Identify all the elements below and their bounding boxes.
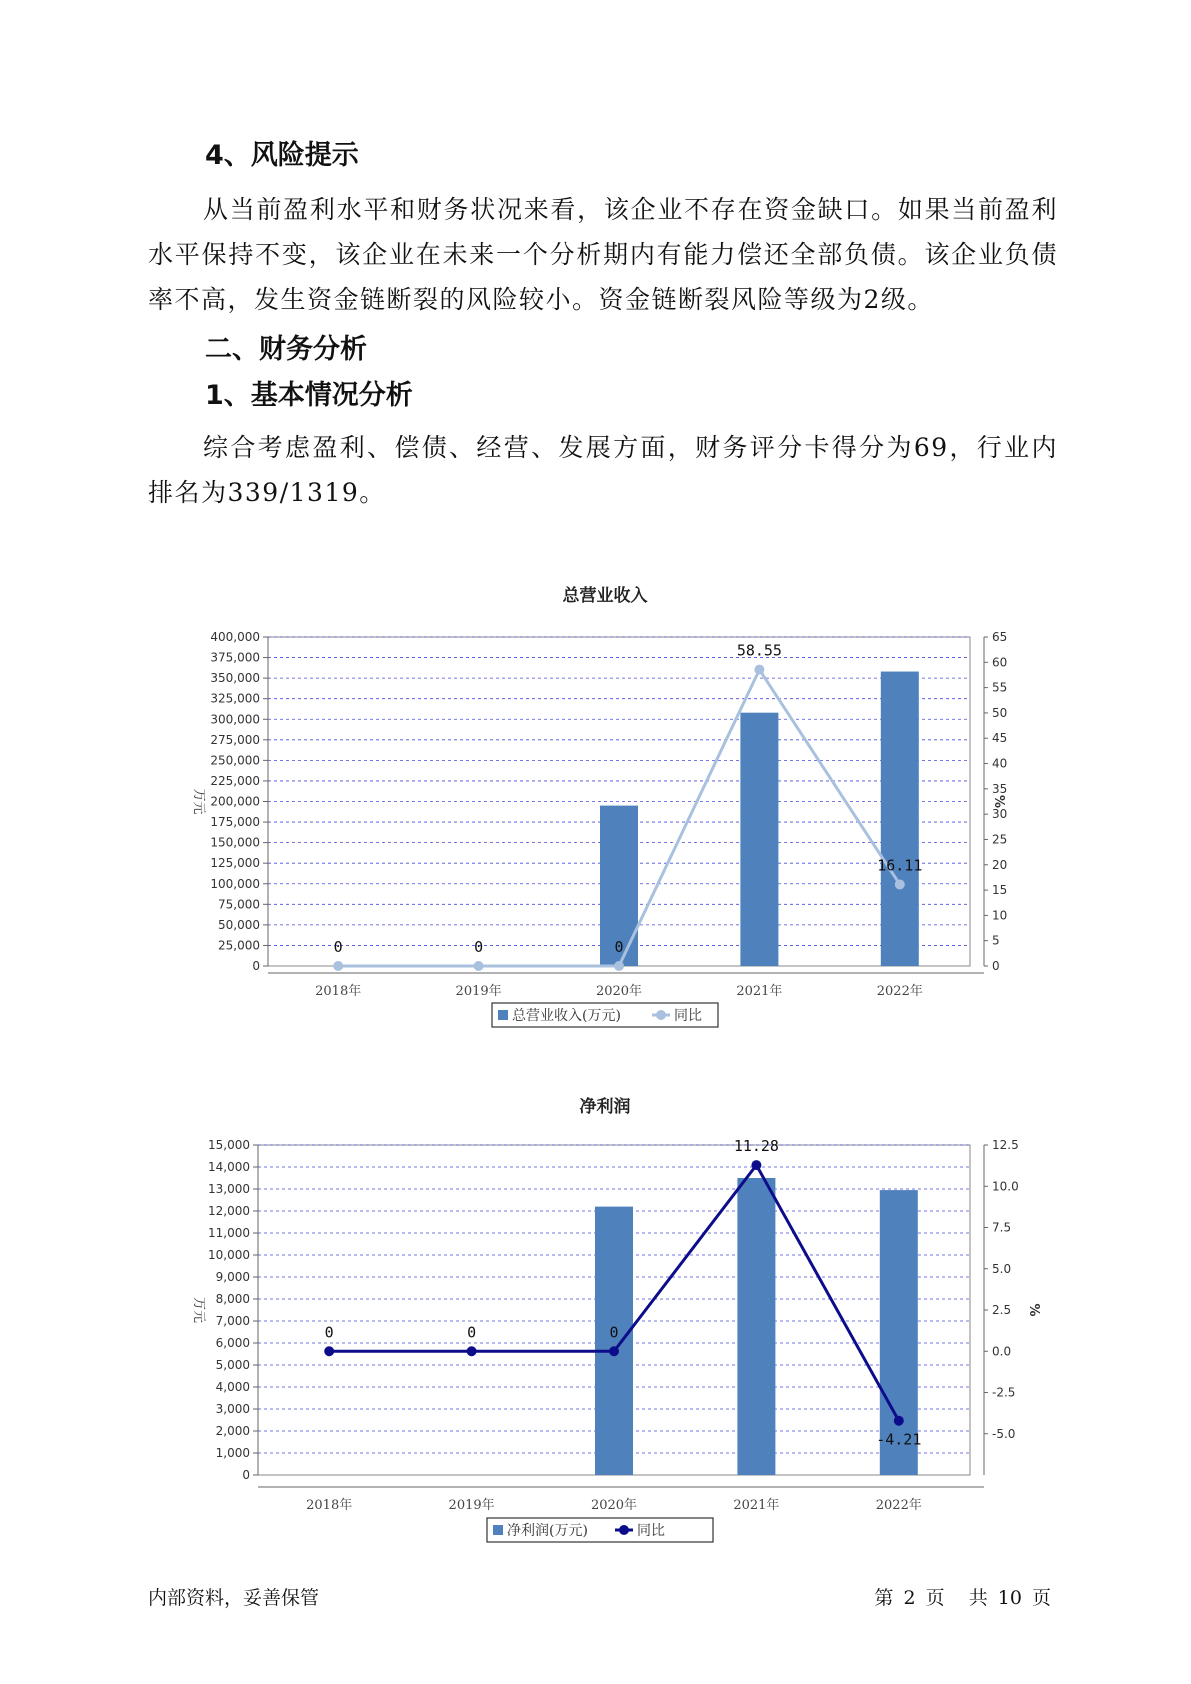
yoy-point xyxy=(895,879,905,889)
yoy-data-label: 0 xyxy=(614,938,624,956)
left-tick-label: 14,000 xyxy=(208,1160,250,1174)
right-tick-label: 10.0 xyxy=(992,1179,1019,1194)
left-tick-label: 0 xyxy=(242,1468,250,1482)
revenue-chart-svg xyxy=(0,575,1191,1040)
basic-paragraph: 综合考虑盈利、偿债、经营、发展方面，财务评分卡得分为69，行业内排名为339/1319。 xyxy=(148,433,1058,507)
right-tick-label: 10 xyxy=(992,908,1008,923)
right-tick-label: 0.0 xyxy=(992,1344,1012,1359)
left-tick-label: 1,000 xyxy=(215,1446,250,1460)
yoy-data-label: 16.11 xyxy=(877,856,923,875)
category-label: 2018年 xyxy=(315,984,362,999)
right-tick-label: 15 xyxy=(992,883,1008,898)
left-tick-label: 50,000 xyxy=(218,917,260,932)
right-tick-label: 2.5 xyxy=(992,1303,1012,1317)
category-label: 2018年 xyxy=(306,1498,353,1513)
left-tick-label: 100,000 xyxy=(210,876,260,891)
yoy-point xyxy=(614,961,624,971)
yoy-data-label: 11.28 xyxy=(733,1137,779,1156)
legend-bar-label: 净利润(万元) xyxy=(507,1523,588,1539)
left-tick-label: 200,000 xyxy=(210,794,260,809)
legend-line-label: 同比 xyxy=(637,1523,665,1539)
net-profit-chart-svg xyxy=(0,1075,1191,1545)
net-profit-chart xyxy=(0,1075,1191,1545)
right-tick-label: 55 xyxy=(992,680,1008,695)
left-tick-label: 150,000 xyxy=(210,835,260,850)
right-tick-label: 35 xyxy=(992,781,1008,796)
basic-heading: 1、基本情况分析 xyxy=(205,380,413,411)
right-tick-label: 20 xyxy=(992,857,1008,872)
legend-bar-swatch xyxy=(498,1010,508,1020)
total-label-unit: 页 xyxy=(1031,1587,1051,1609)
category-label: 2020年 xyxy=(590,1498,638,1513)
left-tick-label: 275,000 xyxy=(210,732,260,747)
left-tick-label: 250,000 xyxy=(210,753,260,768)
yoy-point xyxy=(609,1346,619,1356)
yoy-point xyxy=(754,665,764,675)
right-tick-label: 0 xyxy=(992,959,1000,973)
yoy-data-label: 0 xyxy=(333,938,343,956)
revenue-chart xyxy=(0,575,1191,1040)
finance-heading: 二、财务分析 xyxy=(205,334,367,365)
right-tick-label: 40 xyxy=(992,756,1008,771)
risk-paragraph: 从当前盈利水平和财务状况来看，该企业不存在资金缺口。如果当前盈利水平保持不变，该企业在未来一个分析期内有能力偿还全部负债。该企业负债率不高，发生资金链断裂的风险较小。资金链断裂风险等级为2级。 xyxy=(148,195,1058,314)
left-tick-label: 300,000 xyxy=(210,712,260,727)
footer-page-info xyxy=(870,1583,1051,1610)
left-tick-label: 325,000 xyxy=(210,691,260,706)
category-label: 2021年 xyxy=(733,1498,780,1513)
left-tick-label: 12,000 xyxy=(208,1204,250,1218)
yoy-data-label: -4.21 xyxy=(876,1430,922,1449)
right-tick-label: 30 xyxy=(992,807,1008,822)
right-axis-title: % xyxy=(1026,1303,1041,1317)
category-label: 2021年 xyxy=(736,984,783,999)
right-tick-label: 60 xyxy=(992,655,1008,670)
yoy-data-label: 58.55 xyxy=(736,641,782,660)
right-tick-label: 12.5 xyxy=(992,1138,1019,1152)
right-tick-label: 5 xyxy=(992,933,1000,948)
left-tick-label: 75,000 xyxy=(218,897,260,912)
legend-line-marker xyxy=(656,1010,666,1020)
left-tick-label: 125,000 xyxy=(210,856,260,871)
page-label-unit: 页 xyxy=(925,1587,945,1609)
right-tick-label: 65 xyxy=(992,630,1008,644)
yoy-point xyxy=(467,1346,477,1356)
category-label: 2022年 xyxy=(875,1498,922,1513)
yoy-data-label: 0 xyxy=(467,1323,477,1342)
left-tick-label: 9,000 xyxy=(215,1270,250,1284)
left-tick-label: 11,000 xyxy=(208,1226,250,1240)
total-label-prefix: 共 xyxy=(968,1587,988,1609)
left-tick-label: 7,000 xyxy=(215,1314,250,1328)
left-tick-label: 8,000 xyxy=(215,1292,250,1306)
yoy-point xyxy=(324,1346,334,1356)
legend-bar-swatch xyxy=(493,1525,503,1535)
left-axis-title: 万元 xyxy=(191,788,206,815)
risk-heading: 4、风险提示 xyxy=(205,140,359,171)
category-label: 2022年 xyxy=(876,984,923,999)
left-tick-label: 6,000 xyxy=(215,1336,250,1350)
yoy-point xyxy=(894,1416,904,1426)
left-tick-label: 3,000 xyxy=(215,1402,250,1416)
left-tick-label: 350,000 xyxy=(210,671,260,686)
page-number: 2 xyxy=(903,1587,916,1609)
category-label: 2019年 xyxy=(448,1498,495,1513)
total-pages: 10 xyxy=(997,1587,1022,1609)
left-tick-label: 15,000 xyxy=(208,1138,250,1152)
category-label: 2019年 xyxy=(455,984,502,999)
left-tick-label: 4,000 xyxy=(215,1380,250,1394)
left-tick-label: 2,000 xyxy=(215,1424,250,1438)
left-tick-label: 175,000 xyxy=(210,815,260,830)
right-tick-label: 25 xyxy=(992,832,1008,847)
yoy-data-label: 0 xyxy=(609,1323,619,1342)
left-tick-label: 375,000 xyxy=(210,650,260,665)
left-axis-title: 万元 xyxy=(191,1296,206,1324)
left-tick-label: 10,000 xyxy=(208,1248,250,1262)
chart-title: 净利润 xyxy=(579,1097,631,1117)
legend-line-label: 同比 xyxy=(674,1008,702,1024)
left-tick-label: 13,000 xyxy=(208,1182,250,1196)
left-tick-label: 25,000 xyxy=(218,938,260,953)
legend-line-marker xyxy=(619,1525,629,1535)
footer-confidential-note: 内部资料，妥善保管 xyxy=(148,1587,320,1609)
yoy-data-label: 0 xyxy=(474,938,484,956)
yoy-data-label: 0 xyxy=(324,1323,334,1342)
right-tick-label: 45 xyxy=(992,731,1008,746)
yoy-point xyxy=(333,961,343,971)
right-tick-label: 7.5 xyxy=(992,1220,1012,1235)
bar xyxy=(737,1178,775,1475)
legend-bar-label: 总营业收入(万元) xyxy=(512,1008,621,1024)
right-axis-title: % xyxy=(991,794,1006,809)
yoy-point xyxy=(474,961,484,971)
page-label-prefix: 第 xyxy=(874,1587,894,1609)
right-tick-label: -2.5 xyxy=(992,1385,1016,1400)
bar xyxy=(881,672,919,966)
right-tick-label: -5.0 xyxy=(992,1426,1016,1441)
left-tick-label: 0 xyxy=(252,959,260,973)
yoy-point xyxy=(751,1160,761,1170)
chart-title: 总营业收入 xyxy=(562,586,648,606)
left-tick-label: 225,000 xyxy=(210,773,260,788)
left-tick-label: 400,000 xyxy=(210,630,260,644)
bar xyxy=(740,713,778,966)
right-tick-label: 50 xyxy=(992,705,1008,720)
right-tick-label: 5.0 xyxy=(992,1261,1012,1276)
left-tick-label: 5,000 xyxy=(215,1358,250,1372)
category-label: 2020年 xyxy=(595,984,643,999)
